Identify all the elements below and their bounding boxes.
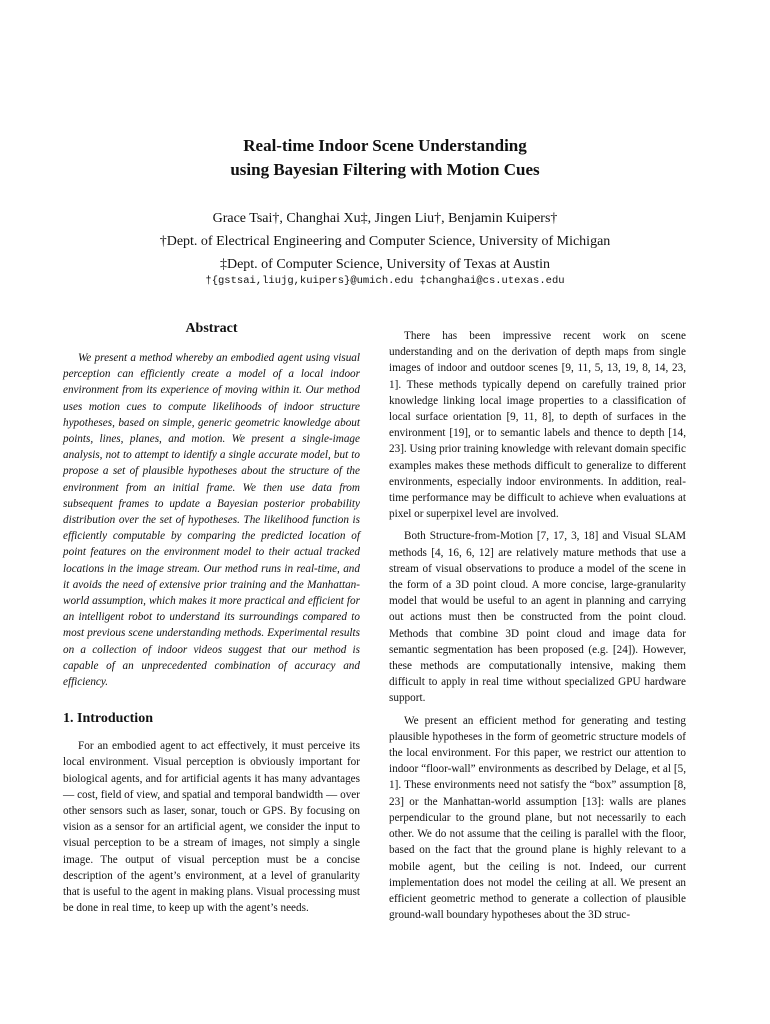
intro-paragraph-4: We present an efficient method for generating and testing plausible hypotheses in the form of geometric structure models of the local environment. For this paper, we restrict our attention to indoor “floor-wall” environments as described by Delage, et al [5, 1]. These environments need not satisfy the “box” assumption [8, 23] or the Manhattan-world assumption [13]: walls are planes perpendicular to the ground plane, but not necessarily to each other. We do not assume that the ceiling is parallel with the floor, based on the fact that the ground plane is highly relevant to a mobile agent, but the ceiling is not. Indeed, our current implementation does not model the ceiling at all. We present an efficient geometric method to generate a collection of plausible ground-wall boundary hypotheses about the 3D struc- (389, 714, 686, 922)
intro-paragraph-2: There has been impressive recent work on scene understanding and on the derivation of depth maps from single images of indoor and outdoor scenes [9, 11, 5, 13, 19, 8, 14, 23, 1]. These methods typically depend on carefully trained prior knowledge linking local image properties to a classification of local surface orientation [9, 11, 8], to depth of surfaces in the environment [19], or to semantic labels and thence to depth [14, 23]. Using prior training knowledge with relevant domain specific examples makes these methods difficult to generalize to different environments, especially indoor environments. In addition, real-time performance may be difficult to achieve when evaluations at pixel or superpixel level are involved. (389, 330, 686, 521)
intro-paragraph-3: Both Structure-from-Motion [7, 17, 3, 18] and Visual SLAM methods [4, 16, 6, 12] are relatively mature methods that use a stream of visual observations to produce a model of the scene in the form of a 3D point cloud. A more concise, large-granularity model that would be useful to an agent in planning and carrying out actions must then be constructed from the point cloud. Methods that combine 3D point cloud and image data for semantic segmentation has been proposed (e.g. [24]). However, these methods are computationally intensive, making them difficult to apply in real time without specialized GPU hardware support. (389, 530, 686, 705)
title-line-2: using Bayesian Filtering with Motion Cues (230, 160, 540, 179)
intro-paragraph-1: For an embodied agent to act effectively, it must perceive its local environment. Visual perception is obviously important for biological agents, and for artificial agents it has many advantages — cost, field of view, and spatial and temporal bandwidth — over other sensors such as laser, sonar, touch or GPS. By focusing on vision as a sensor for an artificial agent, we consider the input to visual perception to be a stream of images, not simply a single image. The output of visual perception must be a concise description of the agent’s environment, at a level of granularity that is useful to the agent in making plans. Visual processing must be done in real time, to keep up with the agent’s needs. (63, 740, 360, 915)
left-column (63, 320, 360, 923)
title-line-1: Real-time Indoor Scene Understanding (243, 136, 527, 155)
author-emails: †{gstsai,liujg,kuipers}@umich.edu ‡changhai@cs.utexas.edu (205, 275, 565, 287)
introduction-heading: 1. Introduction (63, 711, 153, 727)
affiliation-umich: †Dept. of Electrical Engineering and Computer Science, University of Michigan (159, 234, 611, 249)
author-list: Grace Tsai†, Changhai Xu‡, Jingen Liu†, Benjamin Kuipers† (212, 211, 558, 226)
author-block (0, 207, 770, 276)
affiliation-utexas: ‡Dept. of Computer Science, University of Texas at Austin (219, 257, 551, 272)
paper-title (0, 134, 770, 182)
abstract-text: We present a method whereby an embodied agent using visual perception can efficiently create a model of a local indoor environment from its experience of moving within it. Our method uses motion cues to compute likelihoods of indoor structure hypotheses, based on simple, generic geometric knowledge about points, lines, planes, and motion. We present a single-image analysis, not to attempt to identify a single accurate model, but to propose a set of plausible hypotheses about the structure of the environment from an initial frame. We then use data from subsequent frames to update a Bayesian posterior probability distribution over the set of hypotheses. The likelihood function is efficiently computable by comparing the predicted location of point features on the environment model to their actual tracked locations in the image stream. Our method runs in real-time, and it avoids the need of extensive prior training and the Manhattan-world assumption, which makes it more practical and efficient for an intelligent robot to understand its surroundings compared to most previous scene understanding methods. Experimental results on a collection of indoor videos suggest that our method is capable of an unprecedented combination of accuracy and efficiency. (63, 352, 360, 689)
abstract-heading: Abstract (185, 321, 238, 336)
right-column (389, 328, 686, 929)
